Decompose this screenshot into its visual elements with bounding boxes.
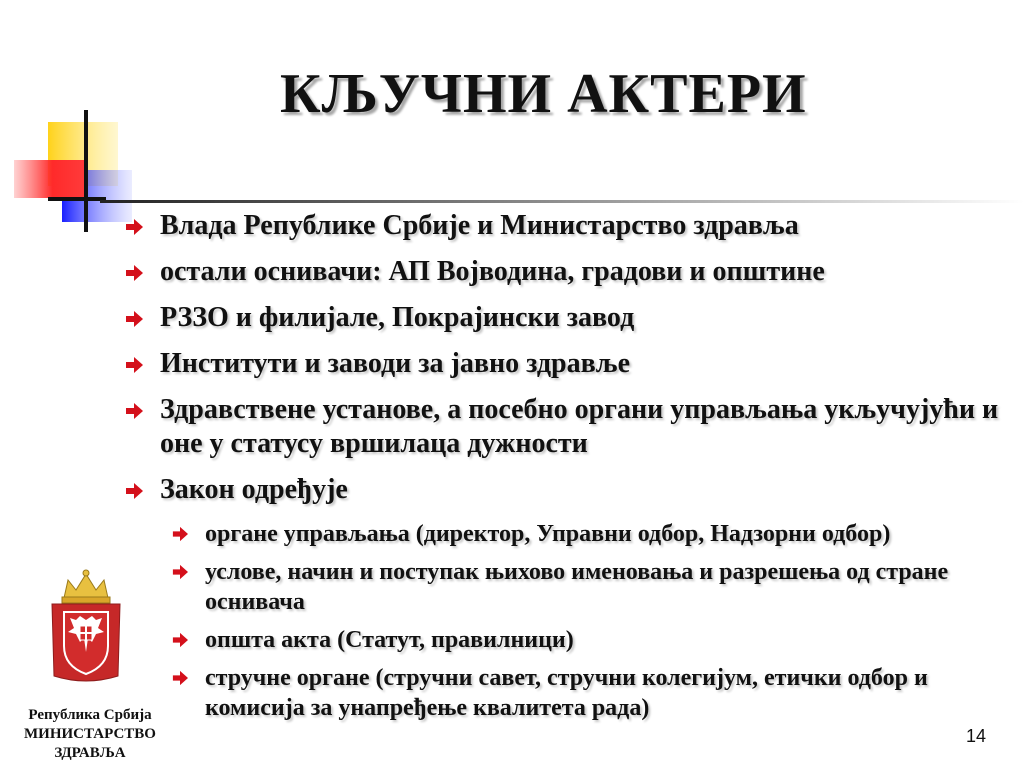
- arrow-bullet-icon: [124, 310, 144, 328]
- deco-vertical-line: [84, 110, 88, 232]
- coat-of-arms-logo: [46, 568, 126, 688]
- page-number: 14: [966, 726, 987, 746]
- bullet-item: [124, 301, 1004, 335]
- arrow-bullet-icon: [124, 218, 144, 236]
- deco-red-square: [14, 160, 84, 198]
- bullet-text: РЗЗО и филијале, Покрајински завод: [160, 302, 635, 333]
- sub-bullet-item: [171, 625, 1004, 655]
- sub-bullet-text: органе управљања (директор, Управни одбор, Надзорни одбор): [205, 521, 891, 547]
- bullet-item: [124, 473, 1004, 507]
- arrow-bullet-icon: [171, 632, 189, 648]
- logo-caption-line: ЗДРАВЉА: [54, 745, 126, 761]
- sub-bullet-item: [171, 663, 1004, 723]
- arrow-bullet-icon: [124, 264, 144, 282]
- logo-caption-line: МИНИСТАРСТВО: [24, 726, 156, 742]
- crown-icon: [64, 574, 108, 598]
- bullet-item: [124, 209, 1004, 243]
- sub-bullet-text: услове, начин и поступак њихово именовања и разрешења од стране оснивача: [205, 559, 949, 615]
- sub-bullet-text: општа акта (Статут, правилници): [205, 627, 574, 653]
- bullet-text: Закон одређује: [160, 474, 348, 505]
- sub-bullet-item: [171, 557, 1004, 617]
- bullet-item: [124, 255, 1004, 289]
- slide-title: КЉУЧНИ АКТЕРИ: [280, 63, 807, 125]
- arrow-bullet-icon: [171, 564, 189, 580]
- title-underline-rule: [100, 200, 1024, 203]
- bullet-text: Здравствене установе, а посебно органи управљања укључујући и оне у статусу вршилаца дужности: [160, 394, 999, 459]
- arrow-bullet-icon: [171, 670, 189, 686]
- bullet-text: Институти и заводи за јавно здравље: [160, 348, 630, 379]
- logo-caption: [6, 706, 174, 763]
- arrow-bullet-icon: [124, 402, 144, 420]
- logo-caption-line: Република Србија: [28, 707, 152, 723]
- arrow-bullet-icon: [124, 482, 144, 500]
- deco-horizontal-line: [48, 197, 106, 201]
- bullet-list: [124, 209, 1004, 731]
- arrow-bullet-icon: [171, 526, 189, 542]
- arrow-bullet-icon: [124, 356, 144, 374]
- sub-bullet-item: [171, 519, 1004, 549]
- bullet-item: [124, 393, 1004, 461]
- sub-bullet-text: стручне органе (стручни савет, стручни колегијум, етички одбор и комисија за унапређење квалитета рада): [205, 665, 928, 721]
- bullet-text: Влада Републике Србије и Министарство здравља: [160, 210, 799, 241]
- bullet-text: остали оснивачи: АП Војводина, градови и општине: [160, 256, 825, 287]
- bullet-item: [124, 347, 1004, 381]
